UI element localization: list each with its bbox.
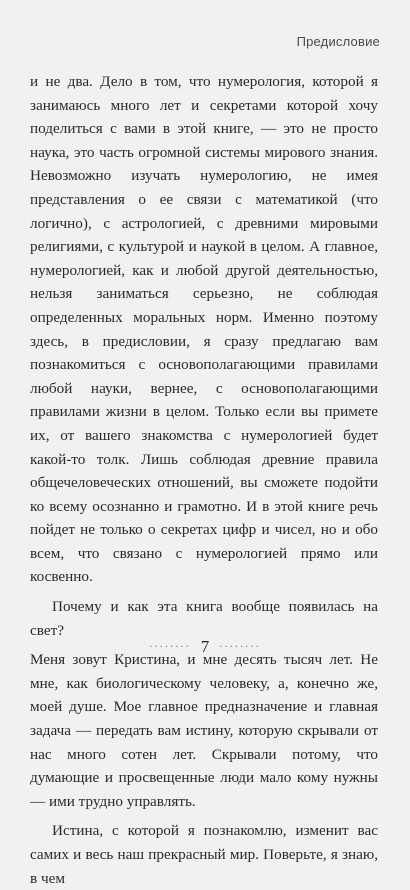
footer-dots-left: ········ (149, 641, 191, 653)
page-footer (0, 637, 410, 657)
paragraph-3: Меня зовут Кристина, и мне десять тысяч лет. Не мне, как биологическому человеку, а, конечно же, моей душе. Мое главное предназначение и главная задача — передать вам истину, которую скрывали от нас много сотен лет. Скрывали потому, что думающие и просвещенные люди мало кому нужны — ими трудно управлять. (30, 651, 378, 810)
body-text (30, 70, 378, 890)
paragraph-2: Почему и как эта книга вообще появилась на свет? (30, 598, 378, 639)
paragraph-1: и не два. Дело в том, что нумерология, которой я занимаюсь много лет и секретами которой хочу поделиться с вами в этой книге, — это не просто наука, это часть огромной системы мирового знания. Невозможно изучать нумерологию, не имея представления о ее связи с математикой (что логично), с астрологией, с древними мировыми религиями, с культурой и наукой в целом. А главное, нумерологией, как и любой другой деятельностью, нельзя заниматься серьезно, не соблюдая определенных моральных норм. Именно поэтому здесь, в предисловии, я сразу предлагаю вам познакомиться с основополагающими правилами любой науки, вернее, с основополагающими правилами жизни в целом. Только если вы примете их, от вашего знакомства с нумерологией будет какой-то толк. Лишь соблюдая древние правила общечеловеческих отношений, вы сможете подойти ко всему осознанно и грамотно. И в этой книге речь пойдет не только о секретах цифр и чисел, но и обо всем, что связано с нумерологией прямо или косвенно. (30, 73, 378, 586)
paragraph-4: Истина, с которой я познакомлю, изменит вас самих и весь наш прекрасный мир. Поверьте, я знаю, в чем (30, 822, 378, 887)
footer-dots-right: ········ (219, 641, 261, 653)
page-number: 7 (200, 637, 210, 656)
running-header: Предисловие (296, 34, 380, 49)
